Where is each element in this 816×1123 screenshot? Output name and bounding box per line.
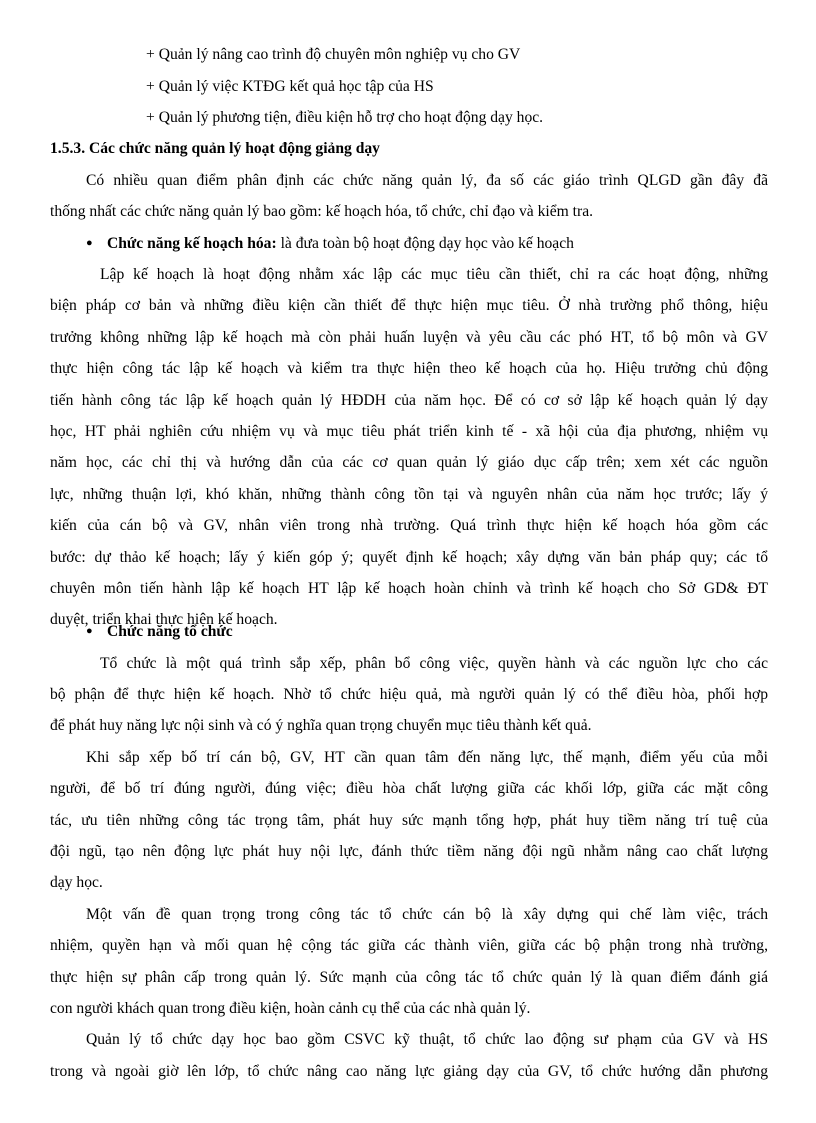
bullet-title: Chức năng tổ chức	[107, 623, 233, 640]
paragraph-line: Có nhiều quan điểm phân định các chức năng quản lý, đa số các giáo trình QLGD gần đây đã	[86, 172, 768, 189]
paragraph-line: năm học, các chỉ thị và hướng dẫn của các cơ quan quản lý giáo dục cấp trên; xem xét các nguồn	[50, 454, 768, 471]
bullet-icon: ●	[86, 625, 93, 637]
section-heading: 1.5.3. Các chức năng quản lý hoạt động giảng dạy	[50, 140, 380, 157]
list-item-text: + Quản lý phương tiện, điều kiện hỗ trợ cho hoạt động dạy học.	[146, 109, 544, 126]
paragraph-line: thực hiện công tác lập kế hoạch và kiểm tra thực hiện theo kế hoạch của họ. Hiệu trưởng chủ động	[50, 360, 768, 377]
paragraph-line: tác, ưu tiên những công tác trọng tâm, phát huy sức mạnh tổng hợp, phát huy tiềm năng trí tuệ của	[50, 812, 768, 829]
list-item-text: + Quản lý nâng cao trình độ chuyên môn nghiệp vụ cho GV	[146, 46, 521, 63]
paragraph-line: dạy học.	[50, 874, 103, 891]
paragraph-line: Khi sắp xếp bố trí cán bộ, GV, HT cần quan tâm đến năng lực, thế mạnh, điểm yếu của mỗi	[86, 749, 768, 766]
paragraph-line: tiến hành công tác lập kế hoạch quản lý HĐDH của năm học. Để có cơ sở lập kế hoạch quản lý dạy	[50, 392, 768, 409]
paragraph-line: lực, những thuận lợi, khó khăn, những thành công tồn tại và nguyên nhân của năm học trước; lấy ý	[50, 486, 768, 503]
paragraph-line: thống nhất các chức năng quản lý bao gồm: kế hoạch hóa, tổ chức, chỉ đạo và kiểm tra.	[50, 203, 594, 220]
paragraph-line: biện pháp cơ bản và những điều kiện cần thiết để thực hiện mục tiêu. Ở nhà trường phổ thông, hiệu	[50, 297, 768, 314]
bullet-title: Chức năng kế hoạch hóa:	[107, 235, 277, 252]
paragraph-line: học, HT phải nghiên cứu nhiệm vụ và mục tiêu phát triển kinh tế - xã hội của địa phương, nhiệm vụ	[50, 423, 768, 440]
paragraph-line: Một vấn đề quan trọng trong công tác tổ chức cán bộ là xây dựng qui chế làm việc, trách	[86, 906, 768, 923]
bullet-item	[107, 616, 233, 647]
bullet-icon: ●	[86, 237, 93, 249]
paragraph-line: trưởng không những lập kế hoạch mà còn phải huấn luyện và yêu cầu các phó HT, tổ bộ môn và GV	[50, 329, 768, 346]
paragraph-line: nhiệm, quyền hạn và mối quan hệ cộng tác giữa các thành viên, giữa các bộ phận trong nhà trường,	[50, 937, 768, 954]
paragraph-line: để phát huy năng lực nội sinh và có ý nghĩa quan trọng chuyển mục tiêu thành kết quả.	[50, 717, 592, 734]
paragraph-line: Tổ chức là một quá trình sắp xếp, phân bổ công việc, quyền hành và các nguồn lực cho các	[100, 655, 768, 672]
paragraph-line: người, để bố trí đúng người, đúng việc; điều hòa chất lượng giữa các khối lớp, giữa các mặt công	[50, 780, 768, 797]
paragraph-line: con người khách quan trong điều kiện, hoàn cảnh cụ thể của các nhà quản lý.	[50, 1000, 531, 1017]
paragraph-line: Quản lý tổ chức dạy học bao gồm CSVC kỹ thuật, tổ chức lao động sư phạm của GV và HS	[86, 1031, 768, 1048]
bullet-item	[107, 228, 574, 259]
paragraph-line: chuyên môn tiến hành lập kế hoạch HT lập kế hoạch hoàn chỉnh và trình kế hoạch cho Sở GD& ĐT	[50, 580, 768, 597]
paragraph-line: bộ phận để thực hiện kế hoạch. Nhờ tổ chức hiệu quả, mà người quản lý có thể điều hòa, phối hợp	[50, 686, 768, 703]
list-item-text: + Quản lý việc KTĐG kết quả học tập của HS	[146, 78, 434, 95]
bullet-text: là đưa toàn bộ hoạt động dạy học vào kế hoạch	[276, 235, 574, 252]
paragraph-line: bước: dự thảo kế hoạch; lấy ý kiến góp ý; quyết định kế hoạch; xây dựng văn bản pháp quy; các tổ	[50, 549, 768, 566]
paragraph-line: đội ngũ, tạo nên động lực phát huy nội lực, đánh thức tiềm năng đội ngũ nhằm nâng cao chất lượng	[50, 843, 768, 860]
paragraph-line: Lập kế hoạch là hoạt động nhằm xác lập các mục tiêu cần thiết, chỉ ra các hoạt động, những	[100, 266, 768, 283]
paragraph-line: duyệt, triển khai thực hiện kế hoạch.	[50, 611, 278, 628]
paragraph-line: thực hiện sự phân cấp trong quản lý. Sức mạnh của công tác tổ chức quản lý là quan điểm đánh giá	[50, 969, 768, 986]
paragraph-line: trong và ngoài giờ lên lớp, tổ chức nâng cao năng lực giảng dạy của GV, tổ chức hướng dẫn phương	[50, 1063, 768, 1080]
paragraph-line: kiến của cán bộ và GV, nhân viên trong nhà trường. Quá trình thực hiện kế hoạch hóa gồm các	[50, 517, 768, 534]
